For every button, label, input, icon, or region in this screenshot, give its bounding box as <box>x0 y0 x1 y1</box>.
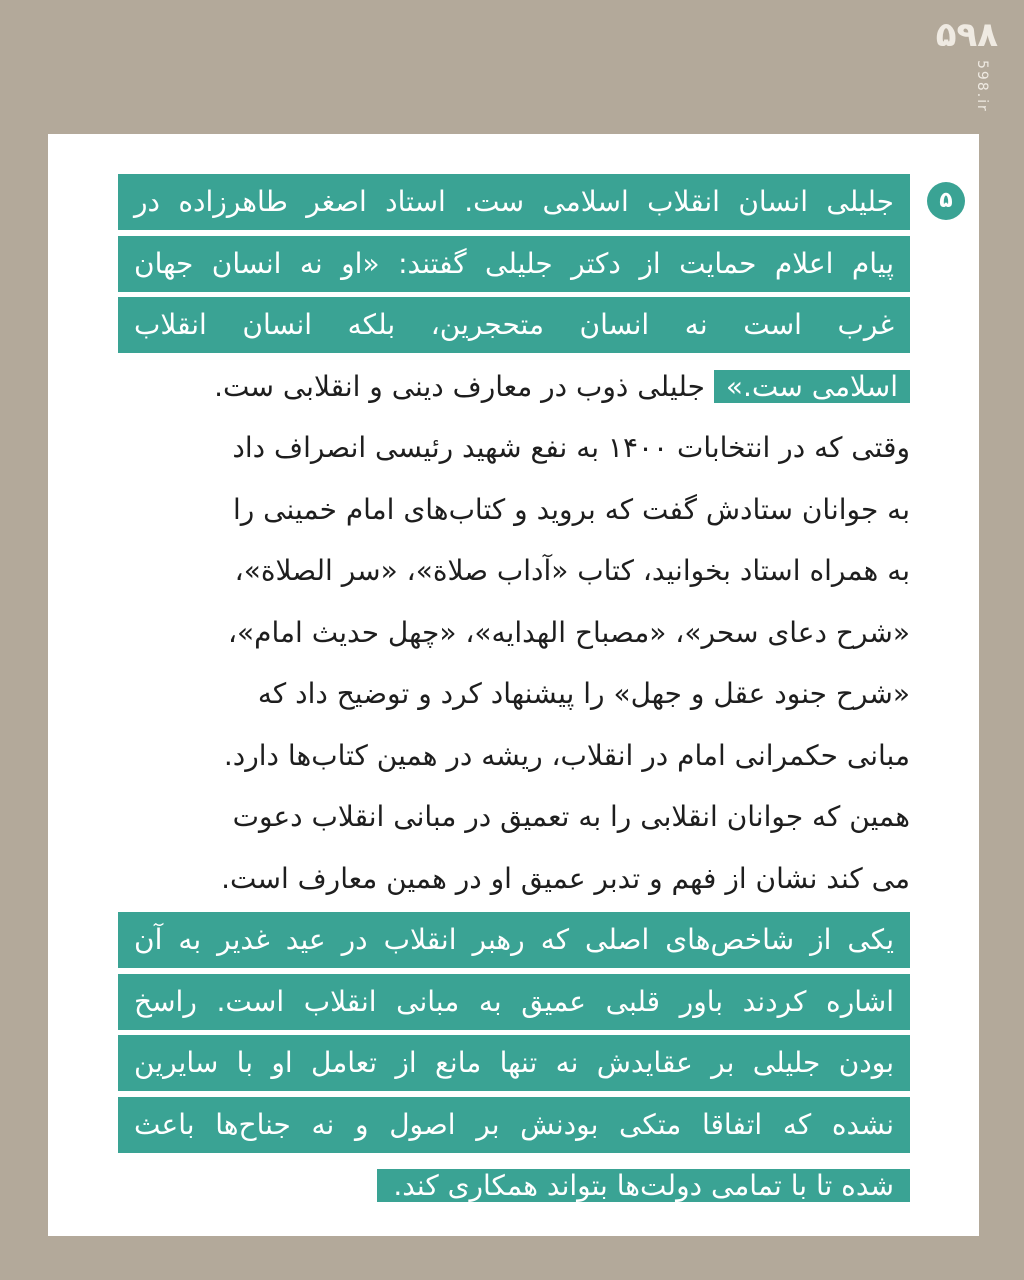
text-line-mixed <box>214 370 910 403</box>
text-line <box>118 1035 910 1091</box>
plain-line: «شرح جنود عقل و جهل» را پیشنهاد کرد و توضیح داد که <box>257 677 910 710</box>
text-line <box>214 359 910 415</box>
highlighted-line: اشاره کردند باور قلبی عمیق به مبانی انقلاب است. راسخ <box>118 974 910 1030</box>
text-line <box>118 297 910 353</box>
plain-line: به همراه استاد بخوانید، کتاب «آداب صلاة»، «سر الصلاة»، <box>234 554 910 587</box>
plain-line: «شرح دعای سحر»، «مصباح الهدایه»، «چهل حدیث امام»، <box>228 616 910 649</box>
text-line <box>118 1097 910 1153</box>
text-line <box>233 789 910 845</box>
plain-segment: جلیلی ذوب در معارف دینی و انقلابی ست. <box>214 370 714 403</box>
site-url: 598.ir <box>974 60 990 113</box>
plain-line: می کند نشان از فهم و تدبر عمیق او در همین معارف است. <box>221 862 910 895</box>
highlighted-line: جلیلی انسان انقلاب اسلامی ست. استاد اصغر طاهرزاده در <box>118 174 910 230</box>
text-line <box>233 482 910 538</box>
text-line <box>118 174 910 230</box>
text-line <box>235 543 910 599</box>
highlighted-segment: اسلامی ست.» <box>714 370 910 403</box>
plain-line: همین که جوانان انقلابی را به تعمیق در مبانی انقلاب دعوت <box>232 800 910 833</box>
text-line <box>118 236 910 292</box>
plain-line: وقتی که در انتخابات ۱۴۰۰ به نفع شهید رئیسی انصراف داد <box>232 431 910 464</box>
text-line <box>118 974 910 1030</box>
highlighted-line: شده تا با تمامی دولت‌ها بتواند همکاری کند. <box>377 1169 910 1202</box>
text-line <box>118 912 910 968</box>
highlighted-line: یکی از شاخص‌های اصلی که رهبر انقلاب در عید غدیر به آن <box>118 912 910 968</box>
text-line <box>224 728 910 784</box>
text-line <box>258 666 910 722</box>
highlighted-line: بودن جلیلی بر عقایدش نه تنها مانع از تعامل او با سایرین <box>118 1035 910 1091</box>
highlighted-line: پیام اعلام حمایت از دکتر جلیلی گفتند: «او نه انسان جهان <box>118 236 910 292</box>
text-line <box>228 605 910 661</box>
highlighted-line: نشده که اتفاقا متکی بودنش بر اصول و نه جناح‌ها باعث <box>118 1097 910 1153</box>
text-line <box>377 1158 910 1214</box>
highlighted-line: غرب است نه انسان متحجرین، بلکه انسان انقلاب <box>118 297 910 353</box>
text-line <box>232 420 910 476</box>
plain-line: مبانی حکمرانی امام در انقلاب، ریشه در همین کتاب‌ها دارد. <box>223 739 910 772</box>
plain-line: به جوانان ستادش گفت که بروید و کتاب‌های امام خمینی را <box>232 493 910 526</box>
site-logo: ۵۹۸ <box>935 15 998 55</box>
section-number-badge: ۵ <box>927 182 965 220</box>
text-line <box>221 851 910 907</box>
